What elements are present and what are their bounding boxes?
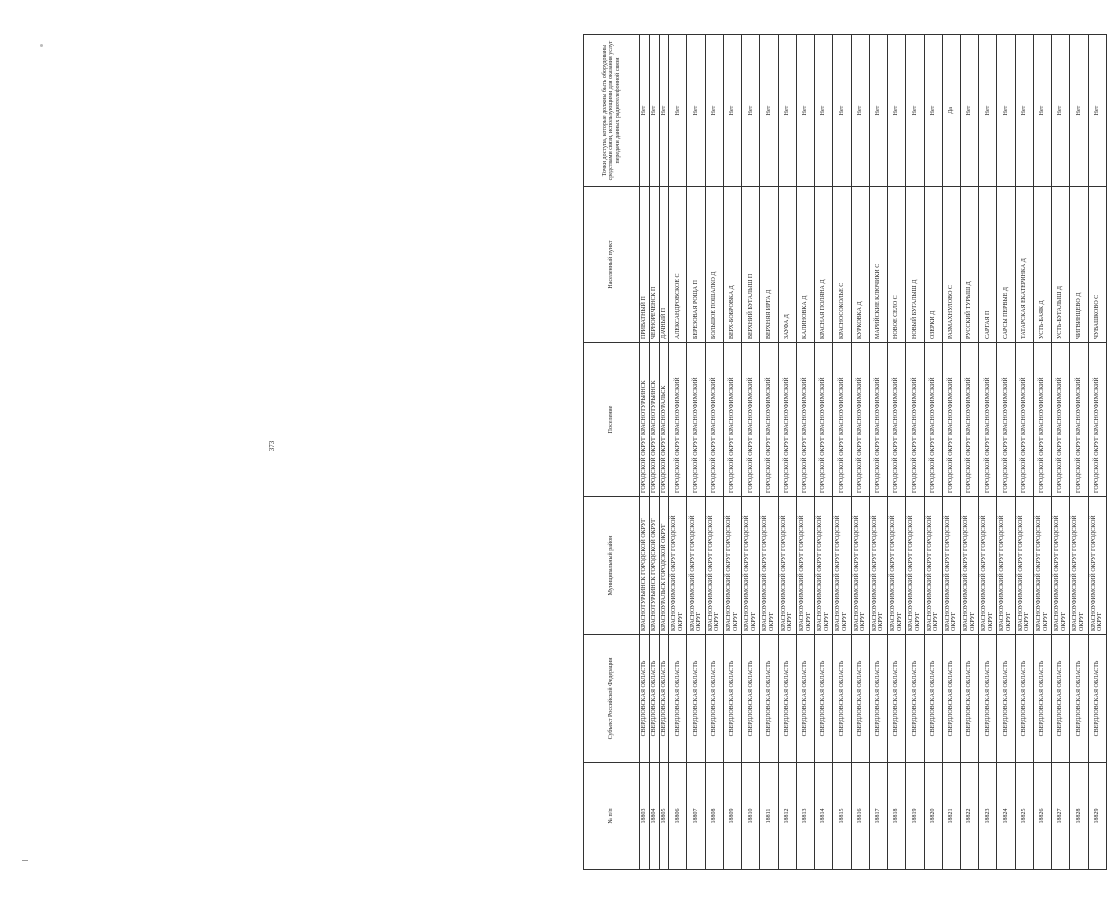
cell-subject: СВЕРДЛОВСКАЯ ОБЛАСТЬ <box>833 635 851 763</box>
cell-locality: РАЗМАХНУЛОВО С <box>942 187 960 343</box>
cell-access: Нет <box>815 35 833 187</box>
cell-settlement: ГОРОДСКОЙ ОКРУГ КРАСНОУФИМСКИЙ <box>1088 343 1106 497</box>
cell-settlement: ГОРОДСКОЙ ОКРУГ КРАСНОУФИМСКИЙ <box>760 343 778 497</box>
table-body <box>640 35 1107 870</box>
cell-settlement: ГОРОДСКОЙ ОКРУГ КРАСНОУФИМСКИЙ <box>997 343 1015 497</box>
cell-district: КРАСНОУФИМСКИЙ ОКРУГ ГОРОДСКОЙ ОКРУГ <box>869 497 887 635</box>
cell-settlement: ГОРОДСКОЙ ОКРУГ КРАСНОУФИМСКИЙ <box>961 343 979 497</box>
cell-settlement: ГОРОДСКОЙ ОКРУГ КРАСНОУФИМСКИЙ <box>906 343 924 497</box>
cell-access: Нет <box>742 35 760 187</box>
cell-subject: СВЕРДЛОВСКАЯ ОБЛАСТЬ <box>888 635 906 763</box>
cell-locality: САРСЫ ПЕРВЫЕ Д <box>997 187 1015 343</box>
cell-settlement: ГОРОДСКОЙ ОКРУГ КРАСНОУФИМСКИЙ <box>924 343 942 497</box>
cell-locality: ЧИГВИНЦЕВО Д <box>1070 187 1088 343</box>
cell-subject: СВЕРДЛОВСКАЯ ОБЛАСТЬ <box>796 635 814 763</box>
cell-access: Нет <box>1070 35 1088 187</box>
cell-number: 18808 <box>705 763 723 870</box>
table-row <box>979 35 997 870</box>
cell-locality: ВЕРХ-БОБРОВКА Д <box>723 187 741 343</box>
cell-number: 18824 <box>997 763 1015 870</box>
cell-number: 18803 <box>640 763 650 870</box>
cell-subject: СВЕРДЛОВСКАЯ ОБЛАСТЬ <box>961 635 979 763</box>
cell-access: Нет <box>669 35 687 187</box>
cell-district: КРАСНОУФИМСКИЙ ОКРУГ ГОРОДСКОЙ ОКРУГ <box>669 497 687 635</box>
table-row <box>796 35 814 870</box>
cell-subject: СВЕРДЛОВСКАЯ ОБЛАСТЬ <box>1070 635 1088 763</box>
cell-access: Да <box>942 35 960 187</box>
cell-locality: НОВОЕ СЕЛО С <box>888 187 906 343</box>
cell-locality: КРАСНОСОКОЛЬЕ С <box>833 187 851 343</box>
cell-number: 18805 <box>659 763 669 870</box>
table-row <box>1088 35 1106 870</box>
cell-subject: СВЕРДЛОВСКАЯ ОБЛАСТЬ <box>979 635 997 763</box>
cell-settlement: ГОРОДСКОЙ ОКРУГ КРАСНОТУРЬИНСК <box>640 343 650 497</box>
cell-number: 18806 <box>669 763 687 870</box>
cell-number: 18817 <box>869 763 887 870</box>
cell-district: КРАСНОУФИМСКИЙ ОКРУГ ГОРОДСКОЙ ОКРУГ <box>924 497 942 635</box>
cell-access: Нет <box>1015 35 1033 187</box>
cell-settlement: ГОРОДСКОЙ ОКРУГ КРАСНОУФИМСКИЙ <box>669 343 687 497</box>
cell-district: КРАСНОУФИМСКИЙ ОКРУГ ГОРОДСКОЙ ОКРУГ <box>942 497 960 635</box>
cell-subject: СВЕРДЛОВСКАЯ ОБЛАСТЬ <box>997 635 1015 763</box>
cell-number: 18813 <box>796 763 814 870</box>
cell-subject: СВЕРДЛОВСКАЯ ОБЛАСТЬ <box>659 635 669 763</box>
cell-access: Нет <box>687 35 705 187</box>
cell-access: Нет <box>906 35 924 187</box>
cell-district: КРАСНОТУРЬИНСК ГОРОДСКОЙ ОКРУГ <box>640 497 650 635</box>
cell-locality: БОЛЬШОЕ ПОШАЛКО Д <box>705 187 723 343</box>
cell-subject: СВЕРДЛОВСКАЯ ОБЛАСТЬ <box>815 635 833 763</box>
cell-district: КРАСНОУФИМСКИЙ ОКРУГ ГОРОДСКОЙ ОКРУГ <box>778 497 796 635</box>
cell-number: 18820 <box>924 763 942 870</box>
cell-access: Нет <box>723 35 741 187</box>
cell-access: Нет <box>924 35 942 187</box>
cell-locality: КАЛИНОВКА Д <box>796 187 814 343</box>
cell-locality: УСТЬ-БУГАЛЫШ Д <box>1052 187 1070 343</box>
header-row <box>584 35 640 870</box>
cell-access: Нет <box>851 35 869 187</box>
header-cell-settlement: Поселение <box>584 343 640 497</box>
cell-locality: ЧУВАШКОВО С <box>1088 187 1106 343</box>
cell-number: 18821 <box>942 763 960 870</box>
table-row <box>705 35 723 870</box>
cell-subject: СВЕРДЛОВСКАЯ ОБЛАСТЬ <box>742 635 760 763</box>
table-row <box>942 35 960 870</box>
cell-locality: ВЕРХНИЙ БУГАЛЫШ П <box>742 187 760 343</box>
cell-subject: СВЕРДЛОВСКАЯ ОБЛАСТЬ <box>669 635 687 763</box>
cell-locality: АЛЕКСАНДРОВСКОЕ С <box>669 187 687 343</box>
cell-district: КРАСНОУФИМСКИЙ ОКРУГ ГОРОДСКОЙ ОКРУГ <box>1033 497 1051 635</box>
cell-number: 18816 <box>851 763 869 870</box>
table-row <box>649 35 659 870</box>
cell-locality: ТАТАРСКАЯ ЕКАТЕРИНКА Д <box>1015 187 1033 343</box>
table-row <box>888 35 906 870</box>
cell-number: 18814 <box>815 763 833 870</box>
cell-settlement: ГОРОДСКОЙ ОКРУГ КРАСНОУФИМСКИЙ <box>742 343 760 497</box>
table-row <box>1015 35 1033 870</box>
cell-number: 18807 <box>687 763 705 870</box>
cell-locality: ЗАУФА Д <box>778 187 796 343</box>
rotated-table-wrapper <box>583 35 1107 870</box>
table-row <box>669 35 687 870</box>
cell-locality: РУССКИЙ ТУРЫШ Д <box>961 187 979 343</box>
cell-access: Нет <box>869 35 887 187</box>
cell-access: Нет <box>888 35 906 187</box>
cell-access: Нет <box>1033 35 1051 187</box>
table-row <box>851 35 869 870</box>
cell-district: КРАСНОУФИМСКИЙ ОКРУГ ГОРОДСКОЙ ОКРУГ <box>796 497 814 635</box>
cell-subject: СВЕРДЛОВСКАЯ ОБЛАСТЬ <box>723 635 741 763</box>
cell-settlement: ГОРОДСКОЙ ОКРУГ КРАСНОУФИМСКИЙ <box>851 343 869 497</box>
cell-subject: СВЕРДЛОВСКАЯ ОБЛАСТЬ <box>640 635 650 763</box>
cell-access: Нет <box>997 35 1015 187</box>
cell-district: КРАСНОУФИМСКИЙ ОКРУГ ГОРОДСКОЙ ОКРУГ <box>997 497 1015 635</box>
cell-number: 18818 <box>888 763 906 870</box>
cell-access: Нет <box>1088 35 1106 187</box>
cell-access: Нет <box>705 35 723 187</box>
cell-subject: СВЕРДЛОВСКАЯ ОБЛАСТЬ <box>649 635 659 763</box>
cell-subject: СВЕРДЛОВСКАЯ ОБЛАСТЬ <box>705 635 723 763</box>
cell-locality: МАРИЙСКИЕ КЛЮЧИКИ С <box>869 187 887 343</box>
table-row <box>778 35 796 870</box>
cell-locality: ДАЧНЫЙ П <box>659 187 669 343</box>
cell-number: 18811 <box>760 763 778 870</box>
cell-access: Нет <box>649 35 659 187</box>
cell-number: 18827 <box>1052 763 1070 870</box>
cell-district: КРАСНОУФИМСКИЙ ОКРУГ ГОРОДСКОЙ ОКРУГ <box>723 497 741 635</box>
cell-district: КРАСНОУФИМСКИЙ ОКРУГ ГОРОДСКОЙ ОКРУГ <box>1052 497 1070 635</box>
table-row <box>961 35 979 870</box>
table-row <box>1070 35 1088 870</box>
page-number: 373 <box>268 440 276 452</box>
cell-number: 18804 <box>649 763 659 870</box>
cell-settlement: ГОРОДСКОЙ ОКРУГ КРАСНОУФИМСКИЙ <box>942 343 960 497</box>
cell-access: Нет <box>1052 35 1070 187</box>
header-cell-subject: Субъект Российской Федерации <box>584 635 640 763</box>
cell-locality: НОВЫЙ БУГАЛЫШ Д <box>906 187 924 343</box>
cell-district: КРАСНОУФИМСКИЙ ОКРУГ ГОРОДСКОЙ ОКРУГ <box>1015 497 1033 635</box>
header-cell-locality: Населенный пункт <box>584 187 640 343</box>
cell-access: Нет <box>778 35 796 187</box>
cell-settlement: ГОРОДСКОЙ ОКРУГ КРАСНОУФИМСКИЙ <box>705 343 723 497</box>
cell-settlement: ГОРОДСКОЙ ОКРУГ КРАСНОУФИМСКИЙ <box>815 343 833 497</box>
settlements-table <box>583 34 1107 870</box>
cell-district: КРАСНОУФИМСКИЙ ОКРУГ ГОРОДСКОЙ ОКРУГ <box>1070 497 1088 635</box>
cell-settlement: ГОРОДСКОЙ ОКРУГ КРАСНОУФИМСКИЙ <box>833 343 851 497</box>
cell-district: КРАСНОУФИМСКИЙ ОКРУГ ГОРОДСКОЙ ОКРУГ <box>760 497 778 635</box>
header-cell-district: Муниципальный район <box>584 497 640 635</box>
cell-locality: КУРКОВКА Д <box>851 187 869 343</box>
cell-subject: СВЕРДЛОВСКАЯ ОБЛАСТЬ <box>869 635 887 763</box>
scan-dot <box>40 44 43 47</box>
cell-locality: КРАСНАЯ ПОЛЯНА Д <box>815 187 833 343</box>
cell-settlement: ГОРОДСКОЙ ОКРУГ КРАСНОУФИМСКИЙ <box>888 343 906 497</box>
cell-access: Нет <box>796 35 814 187</box>
table-row <box>997 35 1015 870</box>
cell-subject: СВЕРДЛОВСКАЯ ОБЛАСТЬ <box>851 635 869 763</box>
table-row <box>924 35 942 870</box>
cell-access: Нет <box>979 35 997 187</box>
cell-locality: ПРИВАТНЫЙ П <box>640 187 650 343</box>
cell-locality: УСТЬ-БАЯК Д <box>1033 187 1051 343</box>
cell-settlement: ГОРОДСКОЙ ОКРУГ КРАСНОУФИМСКИЙ <box>778 343 796 497</box>
cell-settlement: ГОРОДСКОЙ ОКРУГ КРАСНОУФИМСКИЙ <box>979 343 997 497</box>
cell-number: 18829 <box>1088 763 1106 870</box>
table-row <box>833 35 851 870</box>
cell-number: 18826 <box>1033 763 1051 870</box>
table-row <box>640 35 650 870</box>
cell-locality: ОЗЕРКИ Д <box>924 187 942 343</box>
cell-settlement: ГОРОДСКОЙ ОКРУГ КРАСНОТУРЬИНСК <box>649 343 659 497</box>
cell-district: КРАСНОУФИМСКИЙ ОКРУГ ГОРОДСКОЙ ОКРУГ <box>687 497 705 635</box>
table-row <box>906 35 924 870</box>
table-row <box>1052 35 1070 870</box>
table-row <box>659 35 669 870</box>
scan-mark <box>22 860 28 861</box>
cell-locality: ВЕРХНЯЯ ИРГА Д <box>760 187 778 343</box>
cell-settlement: ГОРОДСКОЙ ОКРУГ КРАСНОУФИМСКИЙ <box>869 343 887 497</box>
header-cell-access: Точки доступа, которые должны быть оборудованы средствами связи, использующими для оказания услуг передачи данных радиотелефонной связи <box>584 35 640 187</box>
cell-settlement: ГОРОДСКОЙ ОКРУГ КРАСНОУФИМСКИЙ <box>796 343 814 497</box>
cell-access: Нет <box>659 35 669 187</box>
cell-district: КРАСНОУРАЛЬСК ГОРОДСКОЙ ОКРУГ <box>659 497 669 635</box>
cell-number: 18810 <box>742 763 760 870</box>
cell-number: 18823 <box>979 763 997 870</box>
cell-district: КРАСНОУФИМСКИЙ ОКРУГ ГОРОДСКОЙ ОКРУГ <box>979 497 997 635</box>
cell-district: КРАСНОУФИМСКИЙ ОКРУГ ГОРОДСКОЙ ОКРУГ <box>1088 497 1106 635</box>
cell-subject: СВЕРДЛОВСКАЯ ОБЛАСТЬ <box>778 635 796 763</box>
cell-subject: СВЕРДЛОВСКАЯ ОБЛАСТЬ <box>1052 635 1070 763</box>
cell-district: КРАСНОУФИМСКИЙ ОКРУГ ГОРОДСКОЙ ОКРУГ <box>851 497 869 635</box>
cell-number: 18819 <box>906 763 924 870</box>
cell-district: КРАСНОУФИМСКИЙ ОКРУГ ГОРОДСКОЙ ОКРУГ <box>888 497 906 635</box>
table-row <box>687 35 705 870</box>
cell-locality: САРГАЯ П <box>979 187 997 343</box>
cell-district: КРАСНОУФИМСКИЙ ОКРУГ ГОРОДСКОЙ ОКРУГ <box>961 497 979 635</box>
cell-subject: СВЕРДЛОВСКАЯ ОБЛАСТЬ <box>1033 635 1051 763</box>
cell-settlement: ГОРОДСКОЙ ОКРУГ КРАСНОУФИМСКИЙ <box>1033 343 1051 497</box>
cell-settlement: ГОРОДСКОЙ ОКРУГ КРАСНОУФИМСКИЙ <box>1015 343 1033 497</box>
cell-district: КРАСНОТУРЬИНСК ГОРОДСКОЙ ОКРУГ <box>649 497 659 635</box>
cell-number: 18815 <box>833 763 851 870</box>
table-header <box>584 35 640 870</box>
cell-access: Нет <box>760 35 778 187</box>
cell-number: 18825 <box>1015 763 1033 870</box>
cell-settlement: ГОРОДСКОЙ ОКРУГ КРАСНОУРАЛЬСК <box>659 343 669 497</box>
cell-subject: СВЕРДЛОВСКАЯ ОБЛАСТЬ <box>760 635 778 763</box>
cell-subject: СВЕРДЛОВСКАЯ ОБЛАСТЬ <box>942 635 960 763</box>
cell-number: 18812 <box>778 763 796 870</box>
cell-subject: СВЕРДЛОВСКАЯ ОБЛАСТЬ <box>906 635 924 763</box>
cell-settlement: ГОРОДСКОЙ ОКРУГ КРАСНОУФИМСКИЙ <box>723 343 741 497</box>
cell-settlement: ГОРОДСКОЙ ОКРУГ КРАСНОУФИМСКИЙ <box>1070 343 1088 497</box>
table-row <box>723 35 741 870</box>
cell-access: Нет <box>640 35 650 187</box>
cell-locality: ЧЕРНОРЕЧЕНСК П <box>649 187 659 343</box>
cell-settlement: ГОРОДСКОЙ ОКРУГ КРАСНОУФИМСКИЙ <box>687 343 705 497</box>
cell-access: Нет <box>961 35 979 187</box>
header-cell-number: № п/п <box>584 763 640 870</box>
cell-district: КРАСНОУФИМСКИЙ ОКРУГ ГОРОДСКОЙ ОКРУГ <box>833 497 851 635</box>
table-row <box>815 35 833 870</box>
table-row <box>869 35 887 870</box>
cell-district: КРАСНОУФИМСКИЙ ОКРУГ ГОРОДСКОЙ ОКРУГ <box>906 497 924 635</box>
cell-district: КРАСНОУФИМСКИЙ ОКРУГ ГОРОДСКОЙ ОКРУГ <box>742 497 760 635</box>
table-row <box>1033 35 1051 870</box>
cell-number: 18822 <box>961 763 979 870</box>
cell-number: 18828 <box>1070 763 1088 870</box>
cell-district: КРАСНОУФИМСКИЙ ОКРУГ ГОРОДСКОЙ ОКРУГ <box>815 497 833 635</box>
cell-subject: СВЕРДЛОВСКАЯ ОБЛАСТЬ <box>1088 635 1106 763</box>
cell-subject: СВЕРДЛОВСКАЯ ОБЛАСТЬ <box>687 635 705 763</box>
cell-subject: СВЕРДЛОВСКАЯ ОБЛАСТЬ <box>924 635 942 763</box>
cell-district: КРАСНОУФИМСКИЙ ОКРУГ ГОРОДСКОЙ ОКРУГ <box>705 497 723 635</box>
cell-subject: СВЕРДЛОВСКАЯ ОБЛАСТЬ <box>1015 635 1033 763</box>
cell-access: Нет <box>833 35 851 187</box>
table-row <box>760 35 778 870</box>
cell-settlement: ГОРОДСКОЙ ОКРУГ КРАСНОУФИМСКИЙ <box>1052 343 1070 497</box>
table-row <box>742 35 760 870</box>
cell-number: 18809 <box>723 763 741 870</box>
cell-locality: БЕРЕЗОВАЯ РОЩА П <box>687 187 705 343</box>
